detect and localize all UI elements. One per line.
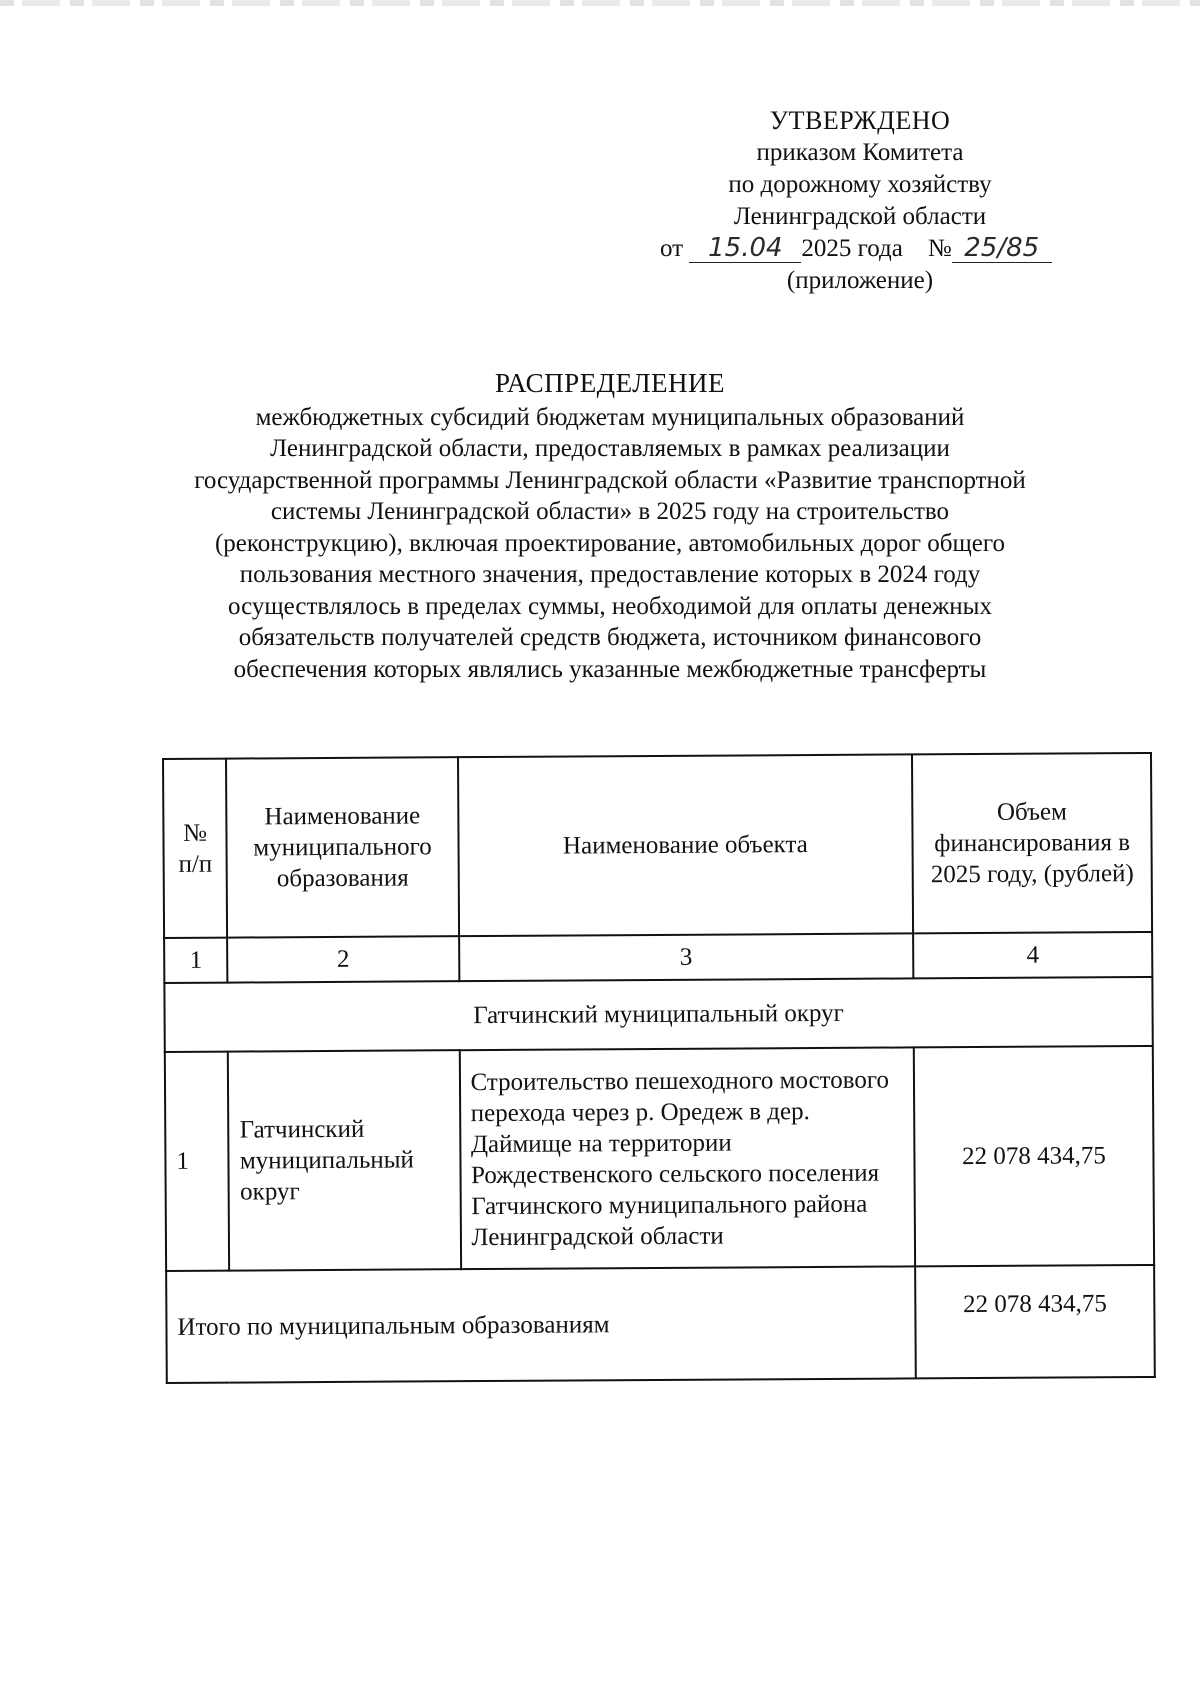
title-line: обязательств получателей средств бюджета, источником финансового [238,624,982,651]
year-text: 2025 года [801,235,903,262]
row-municipality: Гатчинский муниципальный округ [228,1050,460,1270]
title-line: осуществлялось в пределах суммы, необходимой для оплаты денежных [228,592,992,620]
approval-line-3: Ленинградской области [733,203,987,230]
approval-line-2: по дорожному хозяйству [728,171,992,198]
section-row [164,977,1152,1052]
total-row [166,1265,1155,1383]
row-amount: 22 078 434,75 [914,1046,1154,1266]
title-line: государственной программы Ленинградской области «Развитие транспортной [194,466,1026,494]
approval-title: УТВЕРЖДЕНО [769,106,951,135]
title-line: (реконструкцию), включая проектирование, автомобильных дорог общего [214,529,1005,557]
appendix-label: (приложение) [786,267,934,294]
header-municipality: Наименование муниципального образования [226,757,458,937]
distribution-table [162,752,1156,1384]
table-row [165,1046,1154,1271]
column-number: 4 [913,932,1152,978]
column-number: 1 [164,938,228,983]
title-heading: РАСПРЕДЕЛЕНИЕ [494,368,726,398]
title-line: обеспечения которых являлись указанные межбюджетные трансферты [233,655,987,683]
approval-block [600,105,1120,297]
table-header-row [163,753,1152,938]
header-index: № п/п [163,759,228,938]
row-object: Строительство пешеходного мостового перехода через р. Оредеж в дер. Даймище на территории Рождественского сельского поселения Гатчинского муниципального района Ленинградской области [459,1047,915,1269]
date-prefix: от [660,235,684,262]
approval-line-1: приказом Комитета [756,139,964,166]
scan-edge [0,0,1200,6]
document-title [150,368,1070,685]
title-line: системы Ленинградской области» в 2025 году на строительство [270,498,950,525]
total-label: Итого по муниципальным образованиям [166,1266,916,1383]
title-line: пользования местного значения, предоставление которых в 2024 году [239,561,981,588]
header-amount: Объем финансирования в 2025 году, (рублей) [912,753,1152,933]
header-object: Наименование объекта [458,754,914,936]
column-number: 3 [459,933,914,981]
handwritten-date: 15.04 [689,234,801,263]
number-sign: № [927,235,952,262]
column-number: 2 [228,936,459,982]
title-line: Ленинградской области, предоставляемых в рамках реализации [270,435,950,462]
column-number-row [164,932,1152,983]
handwritten-number: 25/85 [952,234,1052,263]
title-line: межбюджетных субсидий бюджетам муниципальных образований [255,403,965,431]
approval-date-line [600,233,1120,265]
total-amount: 22 078 434,75 [915,1265,1155,1378]
row-index: 1 [165,1052,230,1271]
section-title: Гатчинский муниципальный округ [164,977,1152,1052]
